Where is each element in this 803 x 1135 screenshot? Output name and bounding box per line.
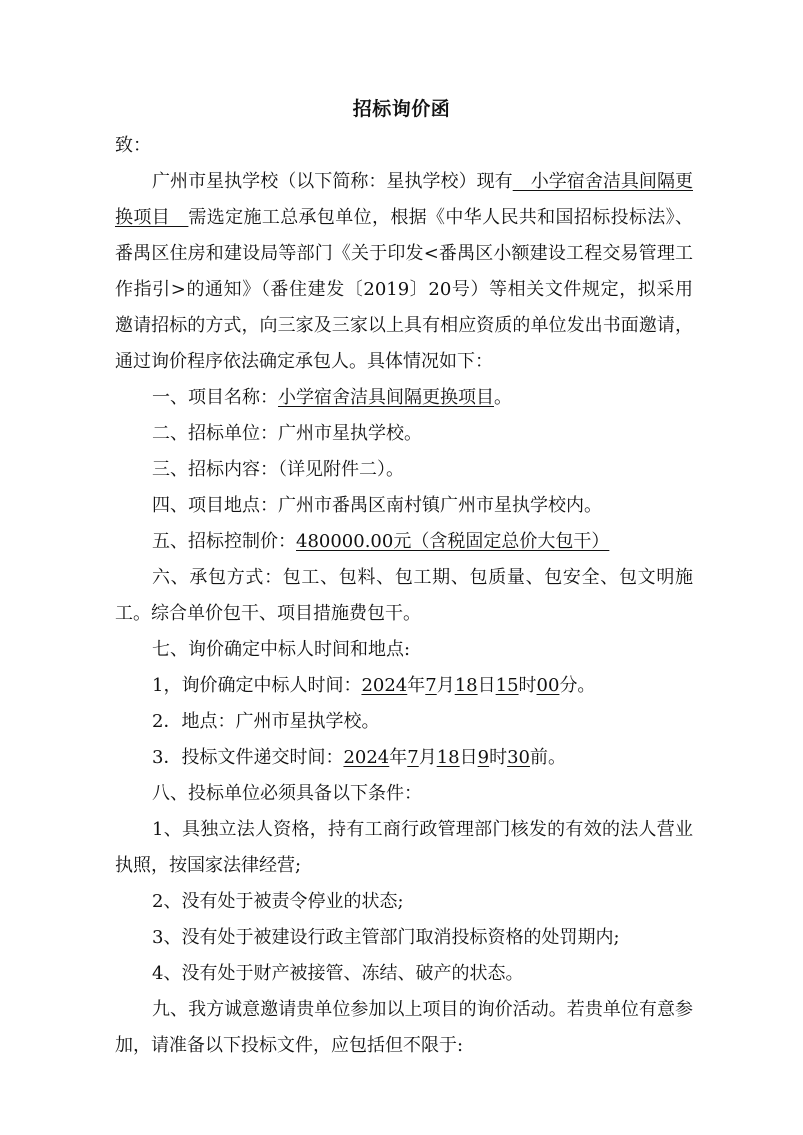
inquiry-year-unit: 年 <box>407 675 426 696</box>
item-inquiry-time <box>115 668 693 704</box>
item-bidding-content: 三、招标内容：（详见附件二）。 <box>152 459 404 480</box>
intro-paragraph <box>115 164 693 380</box>
item-bidding-unit: 二、招标单位：广州市星执学校。 <box>152 423 422 444</box>
submission-minute: 30 <box>507 747 530 768</box>
item5-value: 480000.00元（含税固定总价大包干） <box>296 531 610 552</box>
item-project-location: 四、项目地点：广州市番禺区南村镇广州市星执学校内。 <box>152 495 602 516</box>
item-inquiry-heading: 七、询价确定中标人时间和地点: <box>152 639 411 660</box>
submission-month: 7 <box>407 747 419 768</box>
item-conditions-heading: 八、投标单位必须具备以下条件： <box>152 783 422 804</box>
submission-time-label: 3．投标文件递交时间： <box>152 747 344 768</box>
inquiry-minute: 00 <box>536 675 560 696</box>
inquiry-time-label: 1，询价确定中标人时间： <box>152 675 362 696</box>
item5-label: 五、招标控制价： <box>152 531 296 552</box>
item-submission-time <box>115 740 693 776</box>
submission-day-unit: 日 <box>459 747 478 768</box>
item-invitation: 九、我方诚意邀请贵单位参加以上项目的询价活动。若贵单位有意参加，请准备以下投标文件，应包括但不限于: <box>115 999 693 1056</box>
item-control-price <box>115 524 693 560</box>
inquiry-month: 7 <box>425 675 437 696</box>
inquiry-day: 18 <box>454 675 478 696</box>
inquiry-day-unit: 日 <box>477 675 496 696</box>
item-project-name <box>115 380 693 416</box>
condition-item: 2、没有处于被责令停业的状态; <box>152 891 404 912</box>
item-inquiry-location: 2．地点：广州市星执学校。 <box>152 711 380 732</box>
condition-item: 4、没有处于财产被接管、冻结、破产的状态。 <box>152 963 524 984</box>
item1-label: 一、项目名称： <box>152 387 278 408</box>
intro-part2: 需选定施工总承包单位，根据《中华人民共和国招标投标法》、番禺区住房和建设局等部门《关于印发<番禺区小额建设工程交易管理工作指引>的通知》（番住建发〔2019〕20号）等相关文件规定，拟采用邀请招标的方式，向三家及三家以上具有相应资质的单位发出书面邀请，通过询价程序依法确定承包人。具体情况如下： <box>115 207 693 372</box>
item1-value: 小学宿舍洁具间隔更换项目 <box>278 387 494 408</box>
submission-hour: 9 <box>477 747 490 768</box>
document-title: 招标询价函 <box>352 98 451 120</box>
document-body <box>115 128 693 1064</box>
inquiry-hour-unit: 时 <box>518 675 537 696</box>
intro-part1: 广州市星执学校（以下简称：星执学校）现有 <box>152 171 513 192</box>
submission-hour-unit: 时 <box>489 747 508 768</box>
submission-minute-unit: 前。 <box>529 747 566 768</box>
intro-project-name: 小学宿舍洁具间隔更换项目 <box>115 171 693 228</box>
inquiry-month-unit: 月 <box>436 675 455 696</box>
inquiry-minute-unit: 分。 <box>559 675 596 696</box>
submission-year-unit: 年 <box>389 747 408 768</box>
submission-day: 18 <box>436 747 460 768</box>
inquiry-hour: 15 <box>495 675 519 696</box>
inquiry-year: 2024 <box>361 675 408 696</box>
submission-year: 2024 <box>343 747 390 768</box>
condition-item: 1、具独立法人资格，持有工商行政管理部门核发的有效的法人营业执照，按国家法律经营; <box>115 819 693 876</box>
item-contract-method: 六、承包方式：包工、包料、包工期、包质量、包安全、包文明施工。综合单价包干、项目措施费包干。 <box>115 567 693 624</box>
condition-item: 3、没有处于被建设行政主管部门取消投标资格的处罚期内; <box>152 927 620 948</box>
salutation: 致： <box>115 135 151 156</box>
submission-month-unit: 月 <box>418 747 437 768</box>
item1-end: 。 <box>494 387 512 408</box>
